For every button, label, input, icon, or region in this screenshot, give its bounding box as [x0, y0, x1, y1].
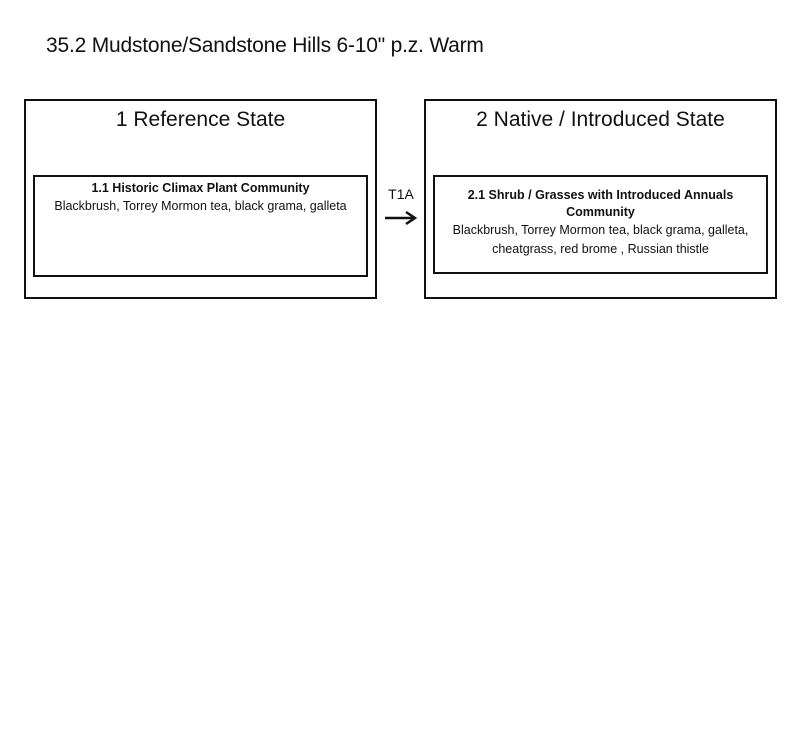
transition-t1a — [378, 186, 424, 226]
community-box-shrub-grasses — [433, 175, 768, 274]
community-box-historic-climax — [33, 175, 368, 277]
state-box-reference — [24, 99, 377, 299]
state-title-reference: 1 Reference State — [115, 108, 286, 131]
state-box-native-introduced — [424, 99, 777, 299]
community-species-historic-climax: Blackbrush, Torrey Mormon tea, black grama, galleta — [54, 199, 347, 213]
arrow-right-icon — [383, 210, 419, 226]
transition-label-t1a: T1A — [388, 186, 414, 202]
community-species-shrub-grasses: Blackbrush, Torrey Mormon tea, black grama, galleta, cheatgrass, red brome , Russian thistle — [452, 223, 749, 256]
community-name-shrub-grasses: 2.1 Shrub / Grasses with Introduced Annuals Community — [467, 188, 734, 219]
diagram-title: 35.2 Mudstone/Sandstone Hills 6-10" p.z. Warm — [46, 34, 484, 57]
state-title-native-introduced: 2 Native / Introduced State — [476, 108, 725, 131]
community-name-historic-climax: 1.1 Historic Climax Plant Community — [91, 181, 310, 195]
